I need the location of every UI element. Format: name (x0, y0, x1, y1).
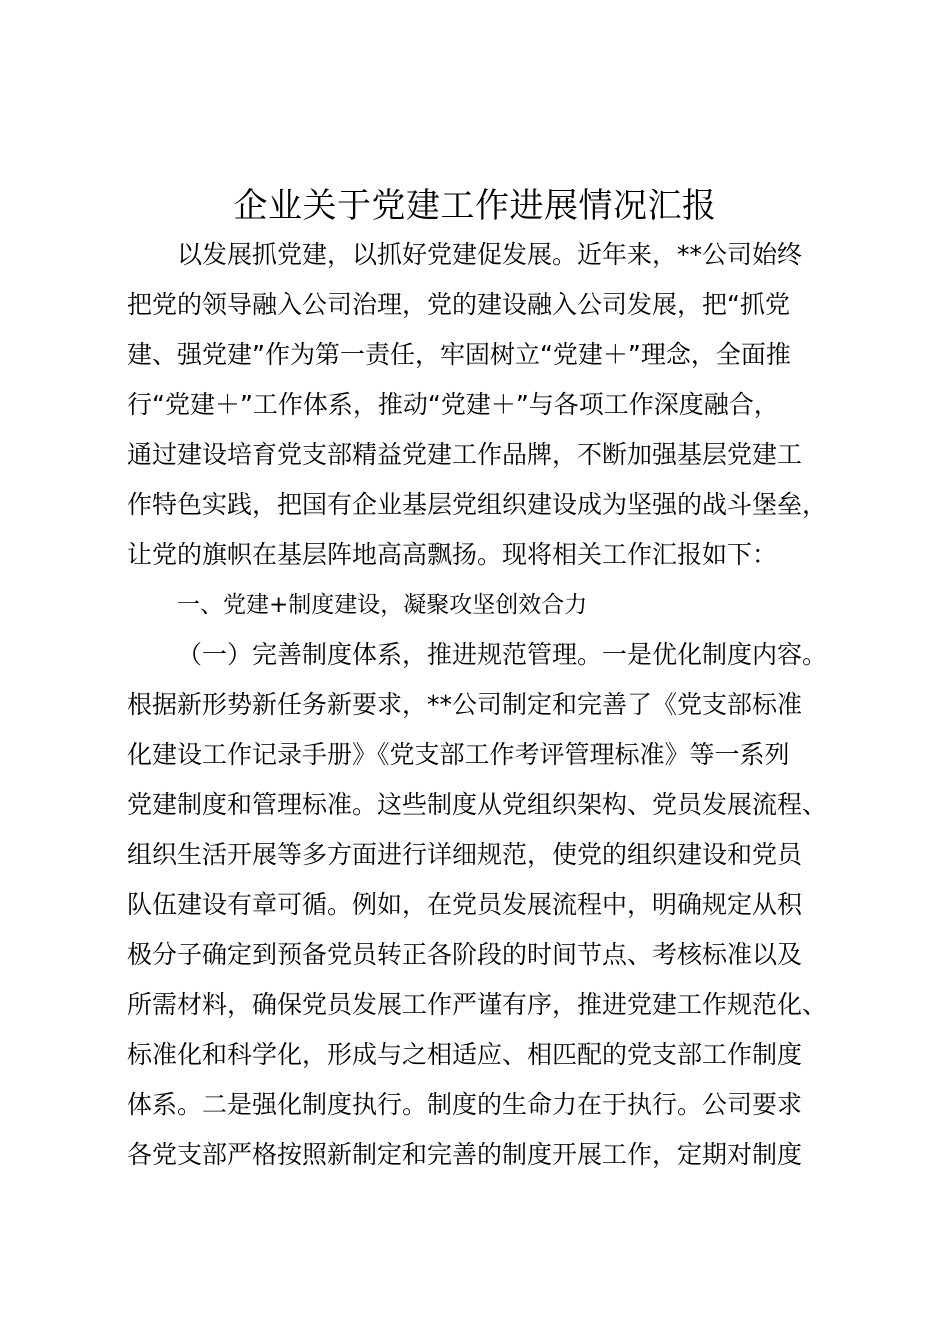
paragraph-line: 作特色实践，把国有企业基层党组织建设成为坚强的战斗堡垒， (127, 490, 828, 519)
paragraph-line: 化建设工作记录手册》《党支部工作考评管理标准》等一系列 (127, 740, 790, 769)
paragraph-line: 党建制度和管理标准。这些制度从党组织架构、党员发展流程、 (127, 790, 828, 819)
document-body (127, 230, 845, 1180)
paragraph-line: 组织生活开展等多方面进行详细规范，使党的组织建设和党员 (127, 840, 803, 869)
paragraph-line: 所需材料，确保党员发展工作严谨有序，推进党建工作规范化、 (127, 990, 828, 1019)
paragraph-line: 各党支部严格按照新制定和完善的制度开展工作，定期对制度 (127, 1140, 803, 1169)
paragraph-line: 通过建设培育党支部精益党建工作品牌，不断加强基层党建工 (127, 440, 803, 469)
paragraph-line: 极分子确定到预备党员转正各阶段的时间节点、考核标准以及 (127, 940, 803, 969)
paragraph-line: 行“党建＋”工作体系，推动“党建＋”与各项工作深度融合， (127, 390, 779, 419)
paragraph-line: 以发展抓党建，以抓好党建促发展。近年来，**公司始终 (177, 240, 803, 269)
paragraph-line: 根据新形势新任务新要求，**公司制定和完善了《党支部标准 (127, 690, 803, 719)
paragraph-line: 标准化和科学化，形成与之相适应、相匹配的党支部工作制度 (127, 1040, 803, 1069)
paragraph-line: （一）完善制度体系，推进规范管理。一是优化制度内容。 (177, 640, 828, 669)
paragraph-line: 让党的旗帜在基层阵地高高飘扬。现将相关工作汇报如下： (127, 540, 778, 569)
paragraph-line: 建、强党建”作为第一责任，牢固树立“党建＋”理念，全面推 (127, 340, 791, 369)
paragraph-line: 队伍建设有章可循。例如，在党员发展流程中，明确规定从积 (127, 890, 803, 919)
section-heading: 一、党建+制度建设，凝聚攻坚创效合力 (177, 592, 588, 618)
paragraph-line: 把党的领导融入公司治理，党的建设融入公司发展，把“抓党 (127, 290, 790, 319)
document-title: 企业关于党建工作进展情况汇报 (233, 186, 717, 226)
paragraph-line: 体系。二是强化制度执行。制度的生命力在于执行。公司要求 (127, 1090, 803, 1119)
